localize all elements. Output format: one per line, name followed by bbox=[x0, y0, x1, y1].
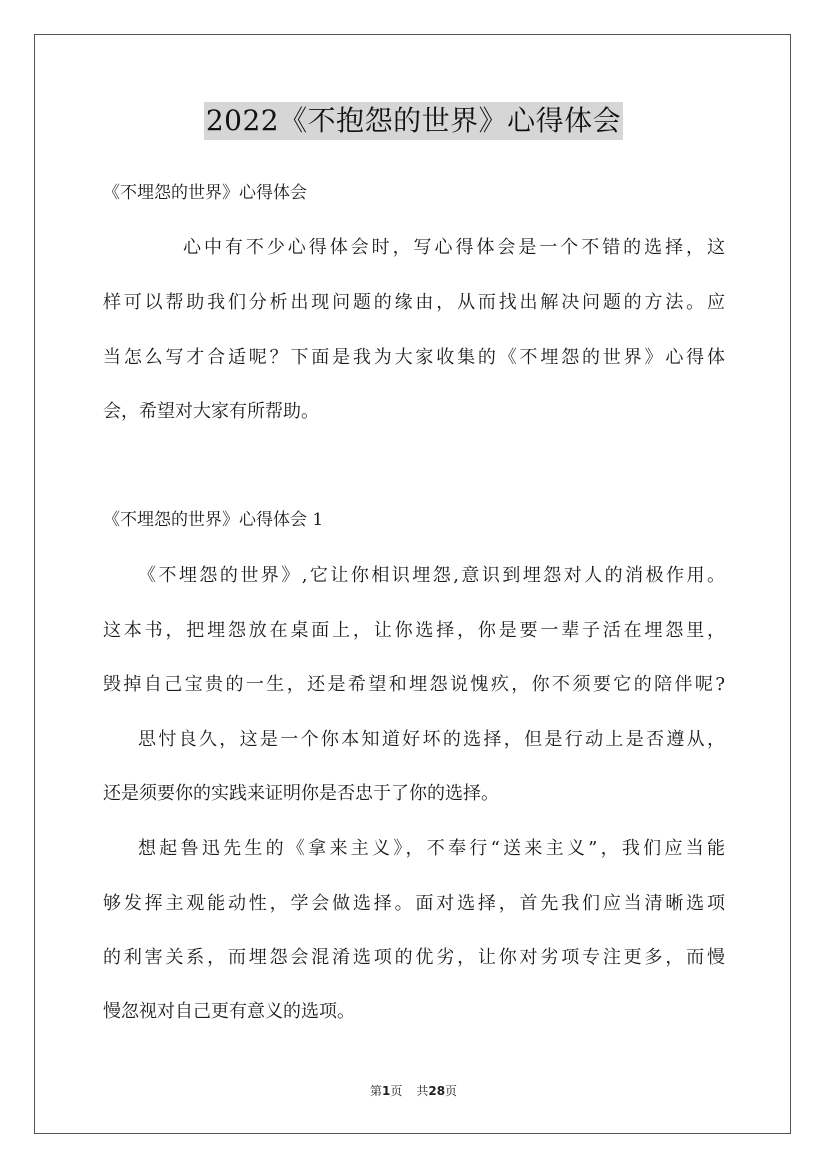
total-prefix: 共 bbox=[416, 1084, 429, 1098]
page-suffix: 页 bbox=[390, 1084, 403, 1098]
total-pages: 28 bbox=[428, 1084, 446, 1098]
page-footer bbox=[0, 1083, 827, 1099]
section-line-3: 毁掉自己宝贵的一生，还是希望和埋怨说愧疚，你不须要它的陪伴呢? bbox=[103, 674, 725, 695]
intro-heading: 《不埋怨的世界》心得体会 bbox=[103, 183, 307, 203]
section-line-9: 慢忽视对自己更有意义的选项。 bbox=[103, 1001, 355, 1022]
title-container bbox=[0, 102, 827, 140]
intro-line-2: 样可以帮助我们分析出现问题的缘由，从而找出解决问题的方法。应 bbox=[103, 292, 725, 313]
intro-line-4: 会，希望对大家有所帮助。 bbox=[103, 401, 319, 422]
section-line-4: 思忖良久，这是一个你本知道好坏的选择，但是行动上是否遵从， bbox=[138, 729, 725, 750]
intro-line-1: 心中有不少心得体会时，写心得体会是一个不错的选择，这 bbox=[183, 237, 725, 258]
page-number: 1 bbox=[381, 1084, 391, 1098]
section-line-5: 还是须要你的实践来证明你是否忠于了你的选择。 bbox=[103, 783, 499, 804]
intro-line-3: 当怎么写才合适呢？下面是我为大家收集的《不埋怨的世界》心得体 bbox=[103, 347, 725, 368]
section-heading: 《不埋怨的世界》心得体会 1 bbox=[103, 510, 324, 530]
section-line-2: 这本书，把埋怨放在桌面上，让你选择，你是要一辈子活在埋怨里， bbox=[103, 620, 725, 641]
section-line-1: 《不埋怨的世界》,它让你相识埋怨,意识到埋怨对人的消极作用。 bbox=[138, 565, 725, 586]
document-title: 2022《不抱怨的世界》心得体会 bbox=[204, 102, 623, 140]
section-line-6: 想起鲁迅先生的《拿来主义》，不奉行“送来主义”，我们应当能 bbox=[138, 838, 725, 859]
total-suffix: 页 bbox=[445, 1084, 458, 1098]
section-line-7: 够发挥主观能动性，学会做选择。面对选择，首先我们应当清晰选项 bbox=[103, 893, 725, 914]
page-prefix: 第 bbox=[369, 1084, 382, 1098]
section-line-8: 的利害关系，而埋怨会混淆选项的优劣，让你对劣项专注更多，而慢 bbox=[103, 947, 725, 968]
